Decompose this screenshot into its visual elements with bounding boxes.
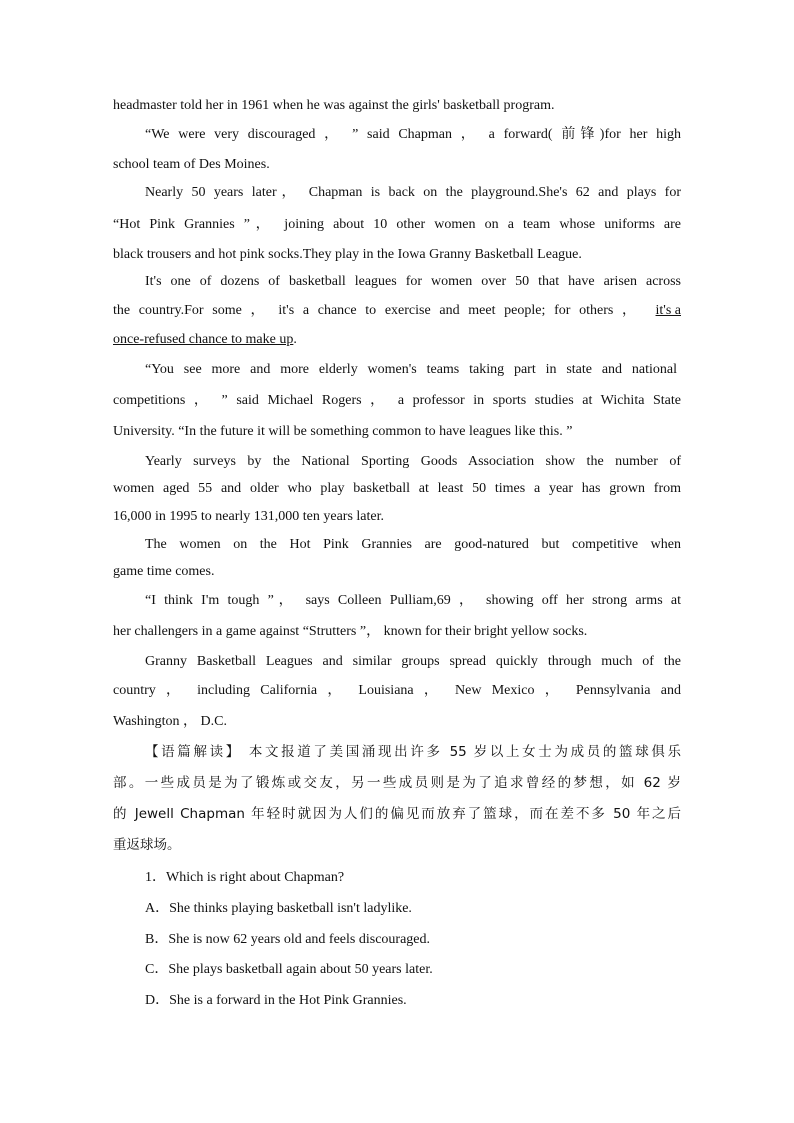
passage-line: “You see more and more elderly women's teams taking part in state and national xyxy=(145,362,677,377)
analysis-line: 部。一些成员是为了锻炼或交友，另一些成员则是为了追求曾经的梦想，如 62 岁 xyxy=(113,775,681,791)
passage-line: her challengers in a game against “Strutters ”， known for their bright yellow socks. xyxy=(113,624,588,639)
passage-line: “Hot Pink Grannies ”， joining about 10 other women on a team whose uniforms are xyxy=(113,217,681,232)
passage-line: “We were very discouraged ， ” said Chapman ， a forward( 前锋)for her high xyxy=(145,127,681,142)
passage-line: the country.For some ， it's a chance to exercise and meet people; for others ， xyxy=(113,303,636,318)
option-a: A．She thinks playing basketball isn't ladylike. xyxy=(145,901,412,916)
question-stem: 1．Which is right about Chapman? xyxy=(145,870,345,885)
passage-line: Yearly surveys by the National Sporting Goods Association show the number of xyxy=(145,454,681,469)
analysis-line: 重返球场。 xyxy=(113,837,181,853)
passage-line xyxy=(113,330,681,350)
passage-line: competitions ， ” said Michael Rogers ， a professor in sports studies at Wichita State xyxy=(113,393,681,408)
underlined-phrase: it's a xyxy=(655,303,681,318)
passage-line: headmaster told her in 1961 when he was against the girls' basketball program. xyxy=(113,98,555,113)
passage-line: 16,000 in 1995 to nearly 131,000 ten years later. xyxy=(113,509,384,524)
passage-line: It's one of dozens of basketball leagues for women over 50 that have arisen across xyxy=(145,274,681,289)
passage-line: Washington ， D.C. xyxy=(113,714,227,729)
passage-line: Nearly 50 years later， Chapman is back on the playground.She's 62 and plays for xyxy=(145,185,681,200)
passage-line: school team of Des Moines. xyxy=(113,157,270,172)
option-c: C．She plays basketball again about 50 years later. xyxy=(145,962,433,977)
analysis-line: 【语篇解读】 本文报道了美国涌现出许多 55 岁以上女士为成员的篮球俱乐 xyxy=(145,744,681,760)
option-b: B．She is now 62 years old and feels discouraged. xyxy=(145,932,430,947)
passage-line: black trousers and hot pink socks.They play in the Iowa Granny Basketball League. xyxy=(113,247,582,262)
passage-line: The women on the Hot Pink Grannies are good-natured but competitive when xyxy=(145,537,681,552)
option-d: D．She is a forward in the Hot Pink Grannies. xyxy=(145,993,407,1008)
passage-line: University. “In the future it will be something common to have leagues like this. ” xyxy=(113,424,573,439)
sentence-period: . xyxy=(293,332,297,347)
analysis-line: 的 Jewell Chapman 年轻时就因为人们的偏见而放弃了篮球，而在差不多 50 年之后 xyxy=(113,806,681,822)
underlined-phrase: once-refused chance to make up xyxy=(113,332,294,347)
passage-line: women aged 55 and older who play basketball at least 50 times a year has grown from xyxy=(113,481,681,496)
passage-line: Granny Basketball Leagues and similar groups spread quickly through much of the xyxy=(145,654,681,669)
passage-line: country ， including California ， Louisiana ， New Mexico ， Pennsylvania and xyxy=(113,683,681,698)
passage-line: “I think I'm tough ”， says Colleen Pulliam,69 ， showing off her strong arms at xyxy=(145,593,681,608)
passage-line: game time comes. xyxy=(113,564,215,579)
